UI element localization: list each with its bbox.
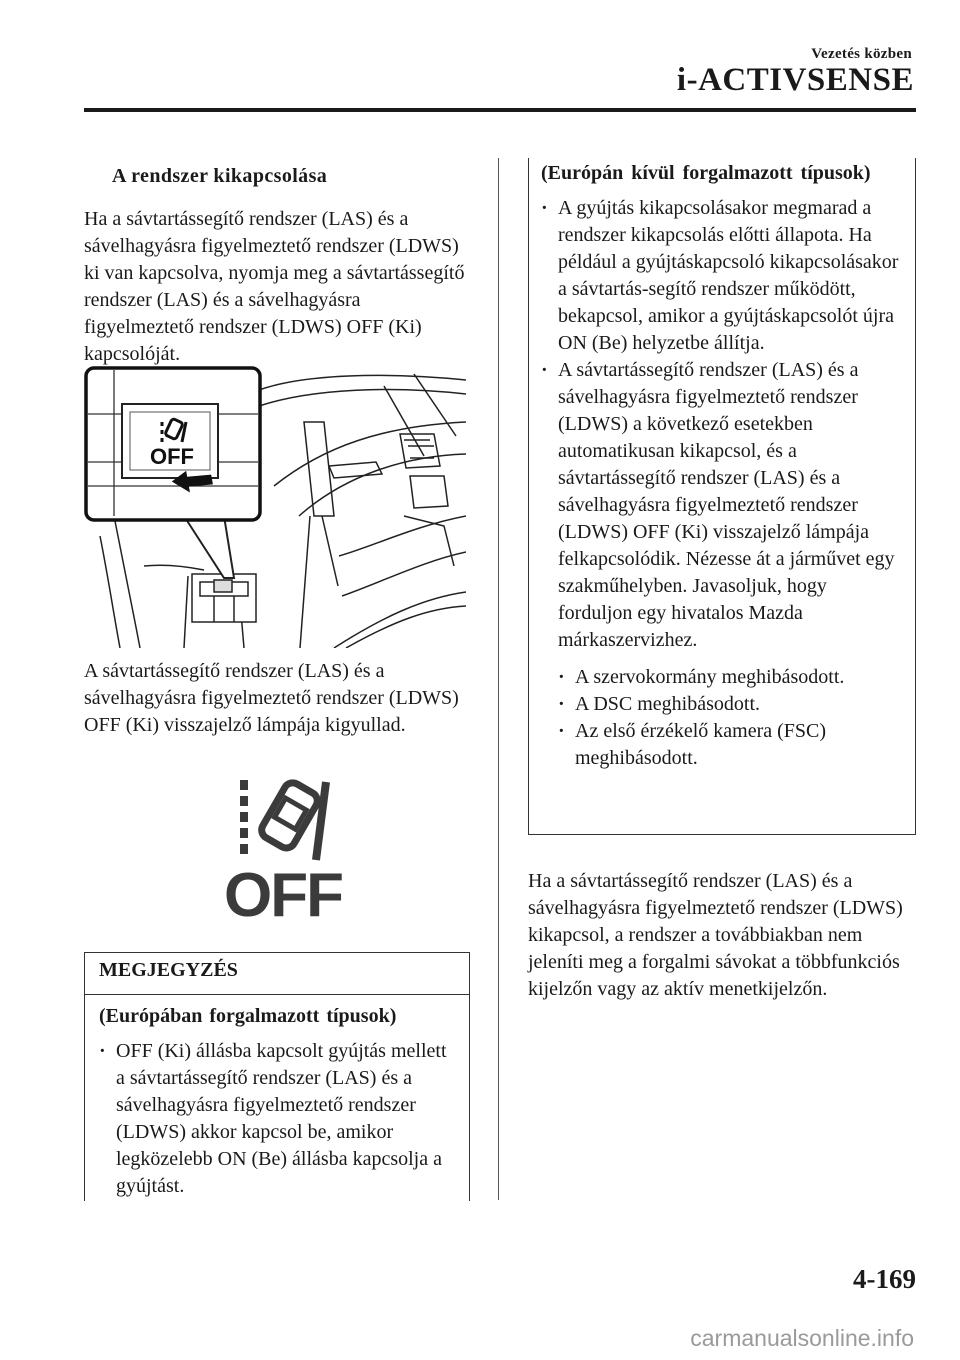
indicator-off-label: OFF <box>224 861 344 918</box>
subbullet-2: · A DSC meghibásodott. <box>558 691 903 718</box>
right-box-subbullets <box>541 664 903 772</box>
note-bullet: · OFF (Ki) állásba kapcsolt gyújtás mellett a sávtartássegítő rendszer (LAS) és a sávelhagyásra figyelmeztető rendszer (LDWS) akkor kapcsol be, amikor legközelebb ON (Be) állásba kapcsolja a gyújtást. <box>99 1038 455 1200</box>
indicator-paragraph: A sávtartássegítő rendszer (LAS) és a sávelhagyásra figyelmeztető rendszer (LDWS) OFF (Ki) visszajelző lámpája kigyullad. <box>84 660 459 736</box>
chapter-title: i-ACTIVSENSE <box>676 62 914 98</box>
page-number: 4-169 <box>853 1264 916 1294</box>
right-paragraph: Ha a sávtartássegítő rendszer (LAS) és a sávelhagyásra figyelmeztető rendszer (LDWS) kikapcsol, a rendszer a továbbiakban nem jeleníti meg a forgalmi sávokat a többfunkciós kijelzőn vagy az aktív menetkijelzőn. <box>528 870 903 1000</box>
right-box-bullet-2: · A sávtartássegítő rendszer (LAS) és a sávelhagyásra figyelmeztető rendszer (LDWS) a következő esetekben automatikusan kikapcsol, és a sávtartássegítő rendszer (LAS) és a sávelhagyásra figyelmeztető rendszer (LDWS) OFF (Ki) visszajelző lámpája felkapcsolódik. Nézesse át a járművet egy szakműhelyben. Javasoljuk, hogy forduljon egy hivatalos Mazda márkaszervizhez. <box>541 357 903 654</box>
note-body <box>85 995 469 1206</box>
section-heading: A rendszer kikapcsolása <box>112 165 328 187</box>
switch-off-label: OFF <box>150 444 194 469</box>
subbullet-3: · Az első érzékelő kamera (FSC) meghibásodott. <box>558 718 903 772</box>
dashboard-switch-illustration <box>84 366 466 648</box>
header-rule <box>84 108 916 112</box>
left-column <box>84 163 474 368</box>
column-divider <box>498 158 499 1200</box>
note-box <box>84 952 470 1201</box>
note-title: MEGJEGYZÉS <box>85 953 469 995</box>
section-title: Vezetés közben <box>811 46 912 62</box>
right-info-box <box>528 158 916 835</box>
las-ldws-off-indicator-icon <box>224 778 346 918</box>
instruction-paragraph: Ha a sávtartássegítő rendszer (LAS) és a sávelhagyásra figyelmeztető rendszer (LDWS) ki van kapcsolva, nyomja meg a sávtartássegítő rendszer (LAS) és a sávelhagyásra figyelmeztető rendszer (LDWS) OFF (Ki) kapcsolóját. <box>84 208 465 365</box>
watermark: carmanualsonline.info <box>690 1325 914 1351</box>
right-box-subhead: (Európán kívül forgalmazott típusok) <box>541 162 871 184</box>
note-subhead: (Európában forgalmazott típusok) <box>99 1005 397 1027</box>
right-paragraph-wrap <box>528 868 914 1003</box>
indicator-paragraph-wrap <box>84 658 474 739</box>
right-box-bullet-1: · A gyújtás kikapcsolásakor megmarad a rendszer kikapcsolás előtti állapota. Ha például a gyújtáskapcsoló kikapcsolásakor a sávtartás-segítő rendszer működött, bekapcsol, amikor a gyújtáskapcsolót újra ON (Be) helyzetbe állítja. <box>541 195 903 357</box>
subbullet-1: · A szervokormány meghibásodott. <box>558 664 903 691</box>
